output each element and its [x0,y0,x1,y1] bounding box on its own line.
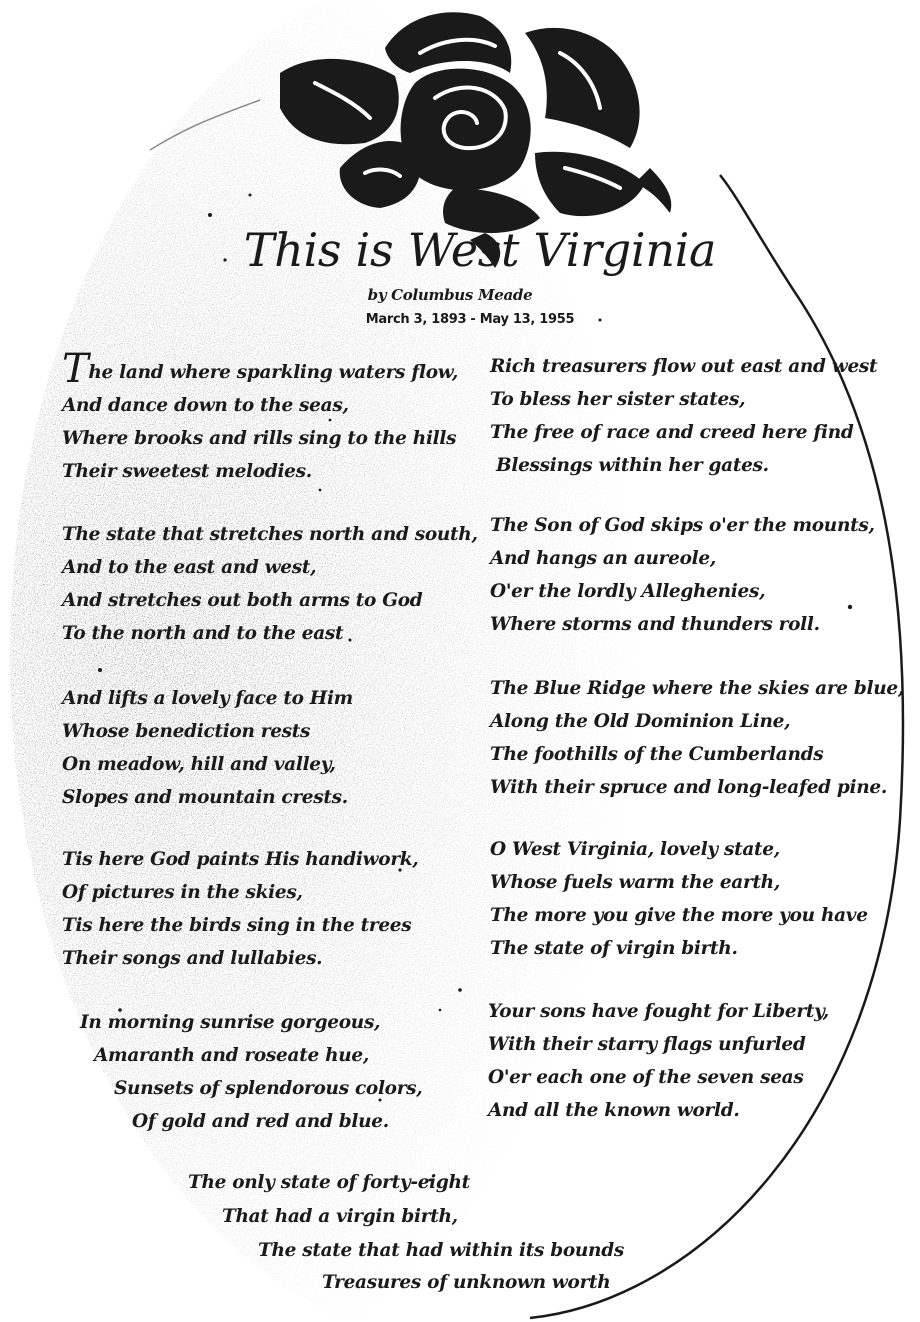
poem-line: Their sweetest melodies. [62,461,312,482]
poem-line: And dance down to the seas, [62,395,349,416]
poem-line: Your sons have fought for Liberty, [488,1001,829,1022]
poem-line: Sunsets of splendorous colors, [114,1078,423,1099]
poem-line: O'er the lordly Alleghenies, [490,581,766,602]
poem-line: Where brooks and rills sing to the hills [62,428,457,449]
poem-line: Rich treasurers flow out east and west [490,356,878,377]
poem-line: And all the known world. [488,1100,740,1121]
poem-line: Their songs and lullabies. [62,948,323,969]
poem-line: On meadow, hill and valley, [62,754,336,775]
poem-line: With their spruce and long-leafed pine. [490,777,887,798]
poem-line: Where storms and thunders roll. [490,614,820,635]
poem-line: O'er each one of the seven seas [488,1067,804,1088]
poem-line: With their starry flags unfurled [488,1034,806,1055]
poem-line-text: he land where sparkling waters flow, [88,362,458,383]
poem-line: The state that had within its bounds [258,1240,624,1261]
poem-dates: March 3, 1893 - May 13, 1955 [365,312,575,327]
poem-line: Treasures of unknown worth [322,1272,611,1293]
poem-line: Blessings within her gates. [496,455,769,476]
poem-line: O West Virginia, lovely state, [490,839,780,860]
drop-cap: T [62,346,89,392]
poem-line: The free of race and creed here find [490,422,854,443]
poem-line: Of gold and red and blue. [132,1111,389,1132]
poem-line: Whose benediction rests [62,721,311,742]
poem-line: To the north and to the east [62,623,344,644]
poem-line: And hangs an aureole, [490,548,716,569]
poem-line: And lifts a lovely face to Him [62,688,353,709]
poem-line: Along the Old Dominion Line, [490,711,791,732]
poem-line: That had a virgin birth, [222,1206,458,1227]
poem-line: And to the east and west, [62,557,317,578]
poem-line: Tis here the birds sing in the trees [62,915,412,936]
poem-line: The state that stretches north and south, [62,524,478,545]
poem-line: The foothills of the Cumberlands [490,744,824,765]
poem-line: Slopes and mountain crests. [62,787,348,808]
poem-line: In morning sunrise gorgeous, [80,1012,381,1033]
poem-byline: by Columbus Meade [367,286,533,304]
poem-line: The more you give the more you have [490,905,868,926]
poem-title: This is West Virginia [243,223,717,277]
poem-line: The only state of forty-eight [188,1172,470,1193]
poem-line: To bless her sister states, [490,389,746,410]
poem-line: Whose fuels warm the earth, [490,872,780,893]
poem-line: Tis here God paints His handiwork, [62,849,419,870]
poem-line: And stretches out both arms to God [62,590,423,611]
poem-line: Of pictures in the skies, [62,882,303,903]
poem-line: The state of virgin birth. [490,938,738,959]
poem-line: The Blue Ridge where the skies are blue, [490,678,905,699]
poem-line: The Son of God skips o'er the mounts, [490,515,875,536]
poem-line: Amaranth and roseate hue, [94,1045,369,1066]
